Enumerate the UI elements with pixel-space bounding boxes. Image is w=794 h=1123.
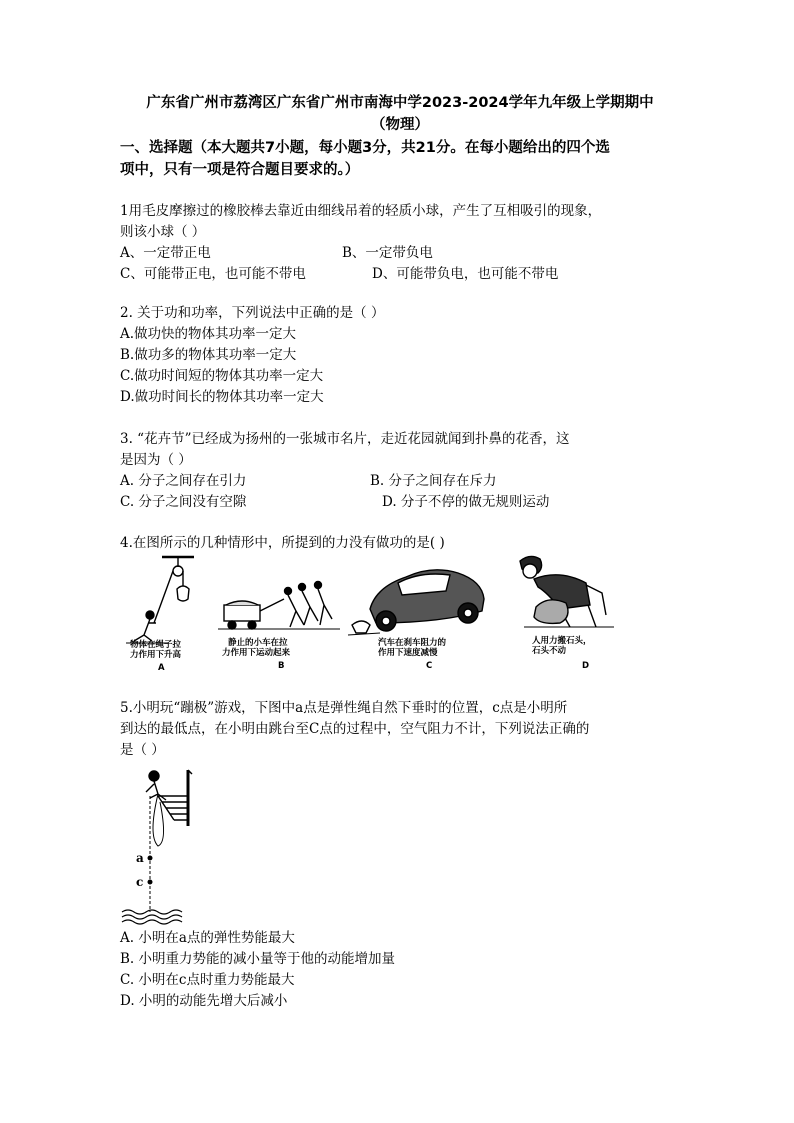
q2-option-a: A.做功快的物体其功率一定大 <box>120 326 297 342</box>
figure-c-caption-line-2: 作用下速度减慢 <box>378 648 438 658</box>
q2-stem: 2. 关于功和功率，下列说法中正确的是（ ） <box>120 305 385 321</box>
figure-d-caption-line-2: 石头不动 <box>532 646 567 656</box>
q1-option-b: B、一定带负电 <box>342 245 433 261</box>
question-5 <box>120 698 680 761</box>
point-a-label: a <box>136 851 144 865</box>
figure-a-caption-line-1: 物体在绳子拉 <box>130 640 182 650</box>
point-c-label: c <box>136 875 144 889</box>
water-icon <box>122 910 182 924</box>
q5-option-b: B. 小明重力势能的减小量等于他的动能增加量 <box>120 951 396 967</box>
q2-option-c: C.做功时间短的物体其功率一定大 <box>120 368 324 384</box>
section-heading <box>120 137 680 181</box>
q1-stem-line-1: 1用毛皮摩擦过的橡胶棒去靠近由细线吊着的轻质小球，产生了互相吸引的现象， <box>120 203 602 219</box>
figure-b-cart-icon <box>218 582 340 630</box>
q5-option-c: C. 小明在c点时重力势能最大 <box>120 972 295 988</box>
figure-b-caption <box>222 637 291 671</box>
q5-stem-line-1: 5.小明玩“蹦极”游戏，下图中a点是弹性绳自然下垂时的位置，c点是小明所 <box>120 700 568 716</box>
figure-d-caption-line-1: 人用力搬石头， <box>532 636 592 646</box>
q5-stem-line-3: 是（ ） <box>120 742 165 758</box>
q1-option-c: C、可能带正电，也可能不带电 <box>120 266 306 282</box>
q3-option-d: D. 分子不停的做无规则运动 <box>382 494 550 510</box>
q2-option-b: B.做功多的物体其功率一定大 <box>120 347 297 363</box>
section-line-2: 项中，只有一项是符合题目要求的。） <box>120 162 360 178</box>
q1-stem-line-2: 则该小球（ ） <box>120 224 206 240</box>
figure-a-pulley-icon <box>126 557 194 643</box>
figure-c-caption <box>377 637 447 671</box>
figure-d-person-stone-icon <box>520 556 614 627</box>
figure-d-letter: D <box>582 661 590 671</box>
figure-c-letter: C <box>426 661 433 671</box>
figure-c-car-icon <box>348 570 484 635</box>
title-line-2: （物理） <box>371 117 429 133</box>
q4-figure-strip <box>120 553 620 675</box>
q5-stem-line-2: 到达的最低点，在小明由跳台至C点的过程中，空气阻力不计，下列说法正确的 <box>120 721 590 737</box>
q3-options-row-1 <box>120 471 680 492</box>
figure-d-caption <box>531 635 592 671</box>
q4-stem: 4.在图所示的几种情形中，所提到的力没有做功的是( ) <box>120 535 445 551</box>
figure-c-caption-line-1: 汽车在刹车阻力的 <box>378 638 447 648</box>
q1-option-d: D、可能带负电，也可能不带电 <box>372 266 559 282</box>
bungee-cord-icon <box>150 794 164 912</box>
q3-stem-line-1: 3. “花卉节”已经成为扬州的一张城市名片，走近花园就闻到扑鼻的花香，这 <box>120 431 570 447</box>
q5-bungee-figure <box>118 766 228 926</box>
figure-b-caption-line-2: 力作用下运动起来 <box>222 648 291 658</box>
q5-option-d: D. 小明的动能先增大后减小 <box>120 993 288 1009</box>
height-markers <box>136 851 153 889</box>
q5-option-a: A. 小明在a点的弹性势能最大 <box>120 930 295 946</box>
figure-b-letter: B <box>278 661 285 671</box>
exam-title <box>100 92 700 136</box>
figure-a-caption <box>130 639 182 673</box>
title-line-1: 广东省广州市荔湾区广东省广州市南海中学2023-2024学年九年级上学期期中 <box>146 95 654 111</box>
q3-stem-line-2: 是因为（ ） <box>120 452 192 468</box>
q3-option-c: C. 分子之间没有空隙 <box>120 494 247 510</box>
q3-options-row-2 <box>120 492 680 513</box>
q3-option-a: A. 分子之间存在引力 <box>120 473 247 489</box>
q1-options-row-1 <box>120 243 680 264</box>
question-1 <box>120 201 680 285</box>
q1-options-row-2 <box>120 264 680 285</box>
question-5-options <box>120 928 680 1012</box>
q2-option-d: D.做功时间长的物体其功率一定大 <box>120 389 324 405</box>
q3-option-b: B. 分子之间存在斥力 <box>370 473 497 489</box>
figure-a-letter: A <box>158 663 165 673</box>
figure-a-caption-line-2: 力作用下升高 <box>130 650 182 660</box>
question-2 <box>120 303 680 408</box>
question-3 <box>120 429 680 513</box>
section-line-1: 一、选择题（本大题共7小题，每小题3分，共21分。在每小题给出的四个选 <box>120 140 610 156</box>
question-4 <box>120 533 680 554</box>
figure-b-caption-line-1: 静止的小车在拉 <box>228 638 288 648</box>
q1-option-a: A、一定带正电 <box>120 245 211 261</box>
